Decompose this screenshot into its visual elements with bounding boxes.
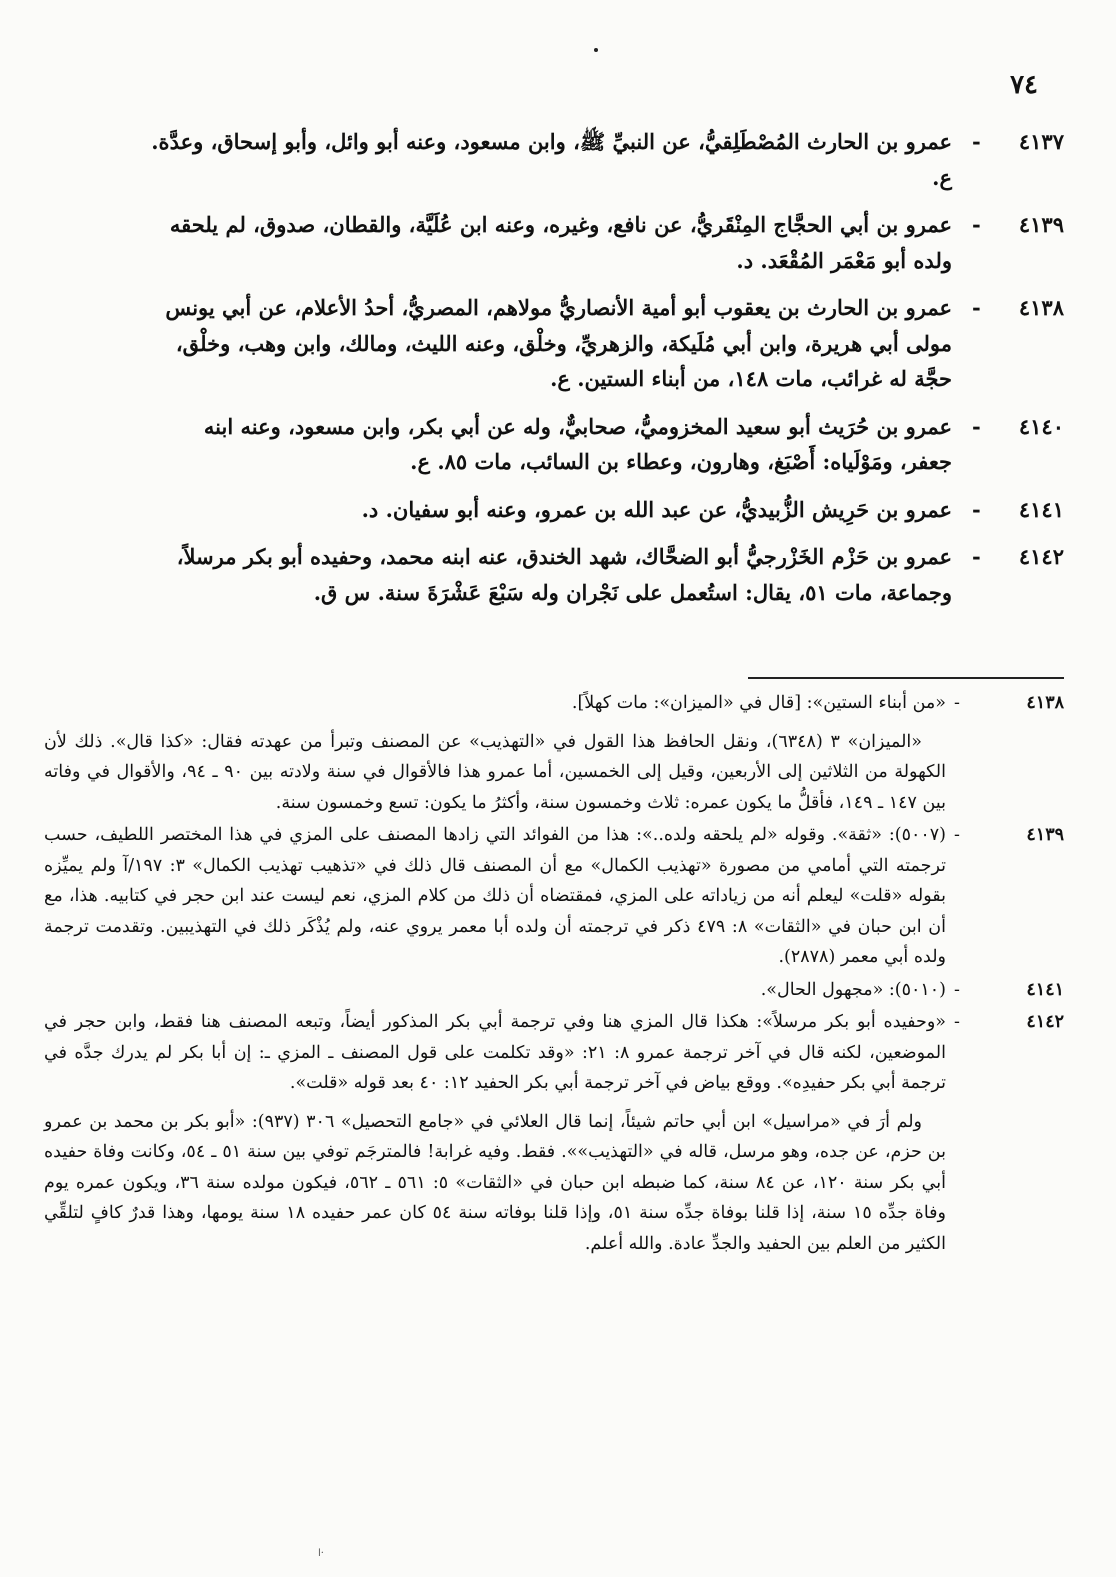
footnote-number-value: ٤١٤٢ [1026, 1012, 1064, 1032]
footnote-paragraph: (٥٠١٠): «مجهول الحال». [760, 979, 946, 1000]
entry-text-line: عمرو بن الحارث المُصْطَلِقيُّ، عن النبيِّ ﷺ، وابن مسعود، وعنه أبو وائل، وأبو إسحاق، وعدَّة. [151, 129, 952, 154]
entry-number: ٤١٤٠ - [968, 409, 1064, 445]
footnote-number-value: ٤١٣٩ [1026, 825, 1064, 845]
biography-entry [40, 207, 1064, 278]
entry-number-value: ٤١٤٢ [1018, 544, 1064, 569]
entry-number: ٤١٣٧ - [968, 124, 1064, 160]
footnote-paragraph: «وحفيده أبو بكر مرسلاً»: هكذا قال المزي هنا وفي ترجمة أبي بكر المذكور أيضاً، وتبعه المصنف هنا فقط، وابن حجر في الموضعين، لكنه قال في آخر ترجمة عمرو ٨: ٢١: «وقد تكلمت على قول المصنف ـ المزي ـ: إن أبا بكر لم يدرك جدَّه في ترجمة أبي بكر حفيدِه». ووقع بياض في آخر ترجمة أبي بكر الحفيد ١٢: ٤٠ بعد قوله «قلت». [44, 1012, 946, 1093]
footnote-number: ٤١٣٩ - [954, 820, 1064, 851]
entry-text-line: جعفر، ومَوْلَياه: أَصْبَغ، وهارون، وعطاء بن السائب، مات ٨٥. ع. [410, 449, 952, 474]
footnote [44, 820, 1064, 973]
entry-text-line: عمرو بن الحارث بن يعقوب أبو أمية الأنصاريُّ مولاهم، المصريُّ، أحدُ الأعلام، عن أبي يونس [165, 295, 952, 320]
entry-number: ٤١٣٩ - [968, 207, 1064, 243]
entry-number: ٤١٤٢ - [968, 539, 1064, 575]
footnote-number: ٤١٣٨ - [954, 688, 1064, 719]
entry-text-line: عمرو بن حَرِيش الزُّبيديُّ، عن عبد الله بن عمرو، وعنه أبو سفيان. د. [361, 496, 952, 522]
biography-entry [40, 409, 1064, 480]
footnote-paragraph: «الميزان» ٣ (٦٣٤٨)، ونقل الحافظ هذا القول في «التهذيب» عن المصنف وتبرأ من عهدته فقال: «كذا قال». ذلك لأن الكهولة من الثلاثين إلى الأربعين، وقيل إلى الخمسين، أما عمرو هذا فالأقوال في سنة ولادته بين ٩٠ ـ ٩٤، والأقوال في وفاته بين ١٤٧ ـ ١٤٩، فأقلُّ ما يكون عمره: ثلاث وخمسون سنة، وأكثرُ ما يكون: تسع وخمسون سنة. [44, 731, 946, 813]
entry-number: ٤١٣٨ - [968, 290, 1064, 326]
footnote-number-value: ٤١٣٨ [1026, 693, 1064, 713]
entry-text-line: وجماعة، مات ٥١، يقال: استُعمل على نَجْران وله سَبْعَ عَشْرَةَ سنة. س ق. [313, 579, 952, 605]
entry-text-line: عمرو بن حَزْم الخَزْرجيُّ أبو الضحَّاك، شهد الخندق، عنه ابنه محمد، وحفيده أبو بكر مرسلاً، [176, 544, 952, 569]
biography-entry [40, 492, 1064, 528]
entry-text-line: مولى أبي هريرة، وابن أبي مُلَيكة، والزهريِّ، وخلْق، وعنه الليث، ومالك، وابن وهب، وخلْق، [175, 330, 952, 356]
footnote-paragraph: «من أبناء الستين»: [قال في «الميزان»: مات كهلاً]. [571, 693, 946, 713]
entry-number-value: ٤١٤٠ [1018, 413, 1064, 439]
entry-number: ٤١٤١ - [968, 492, 1064, 528]
footnote [44, 688, 1064, 818]
entry-text-line: ع. [932, 164, 952, 190]
ink-dot [594, 48, 598, 52]
entry-text-line: عمرو بن أبي الحجَّاج المِنْقَريُّ، عن نافع، وغيره، وعنه ابن عُلَيَّة، والقطان، صدوق، لم يلحقه [169, 212, 952, 237]
footnote-number-value: ٤١٤١ [1026, 979, 1064, 1000]
page-number: ٧٤ [1010, 70, 1038, 100]
entry-number-value: ٤١٣٧ [1018, 129, 1064, 154]
footnote-separator [748, 677, 1064, 679]
entry-number-value: ٤١٤١ [1018, 496, 1064, 522]
footnote [44, 1007, 1064, 1259]
biography-entry [40, 539, 1064, 610]
entry-text-line: عمرو بن حُرَيث أبو سعيد المخزوميُّ، صحابيٌّ، وله عن أبي بكر، وابن مسعود، وعنه ابنه [203, 413, 952, 439]
entry-number-value: ٤١٣٨ [1018, 295, 1064, 320]
page-mark: ·ا [318, 1548, 324, 1559]
biography-entry [40, 290, 1064, 397]
entry-number-value: ٤١٣٩ [1018, 212, 1064, 237]
footnote-paragraph: ولم أرَ في «مراسيل» ابن أبي حاتم شيئاً، إنما قال العلائي في «جامع التحصيل» ٣٠٦ (٩٣٧): «أبو بكر بن محمد بن عمرو بن حزم، عن جده، وهو مرسل، قاله في «التهذيب»». فقط. وفيه غرابة! فالمترجَم توفي بين سنة ٥١ ـ ٥٤، وكانت وفاة حفيده أبي بكر سنة ١٢٠، عن ٨٤ سنة، كما ضبطه ابن حبان في «الثقات» ٥: ٥٦١ ـ ٥٦٢، فيكون مولده سنة ٣٦، ويكون عمره يوم وفاة جدِّه ١٥ سنة، إذا قلنا بوفاة جدِّه سنة ٥١، وإذا قلنا بوفاته سنة ٥٤ كان عمر حفيده ١٨ سنة يومها، وهذا قدرٌ كافٍ لتلقِّي الكثير من العلم بين الحفيد والجدِّ عادة. والله أعلم. [44, 1111, 946, 1254]
footnote [44, 975, 1064, 1006]
footnotes [44, 688, 1064, 1261]
entry-text-line: حجَّة له غرائب، مات ١٤٨، من أبناء الستين. ع. [550, 366, 952, 391]
biography-entry [40, 124, 1064, 195]
footnote-number: ٤١٤٢ - [954, 1007, 1064, 1038]
main-text [40, 124, 1064, 622]
footnote-paragraph: (٥٠٠٧): «ثقة». وقوله «لم يلحقه ولده..»: هذا من الفوائد التي زادها المصنف على المزي في هذا المختصر اللطيف، حسب ترجمته التي أمامي من مصورة «تهذيب الكمال» مع أن المصنف قال ذلك في «تذهيب تهذيب الكمال» ٣: ١٩٧/آ ولم يميِّزه بقوله «قلت» ليعلم أنه من زياداته على المزي، فمقتضاه أن ذلك من كلام المزي، نعم ليست عند ابن حجر في كتابيه. هذا، مع أن ابن حبان في «الثقات» ٨: ٤٧٩ ذكر في ترجمته أن ولده أبا معمر يروي عنه، ولم يُذْكَر ذلك في التهذيبين. وتقدمت ترجمة ولده أبي معمر (٢٨٧٨). [44, 825, 947, 967]
footnote-number: ٤١٤١ - [954, 975, 1064, 1006]
entry-text-line: ولده أبو مَعْمَر المُقْعَد. د. [736, 247, 952, 273]
